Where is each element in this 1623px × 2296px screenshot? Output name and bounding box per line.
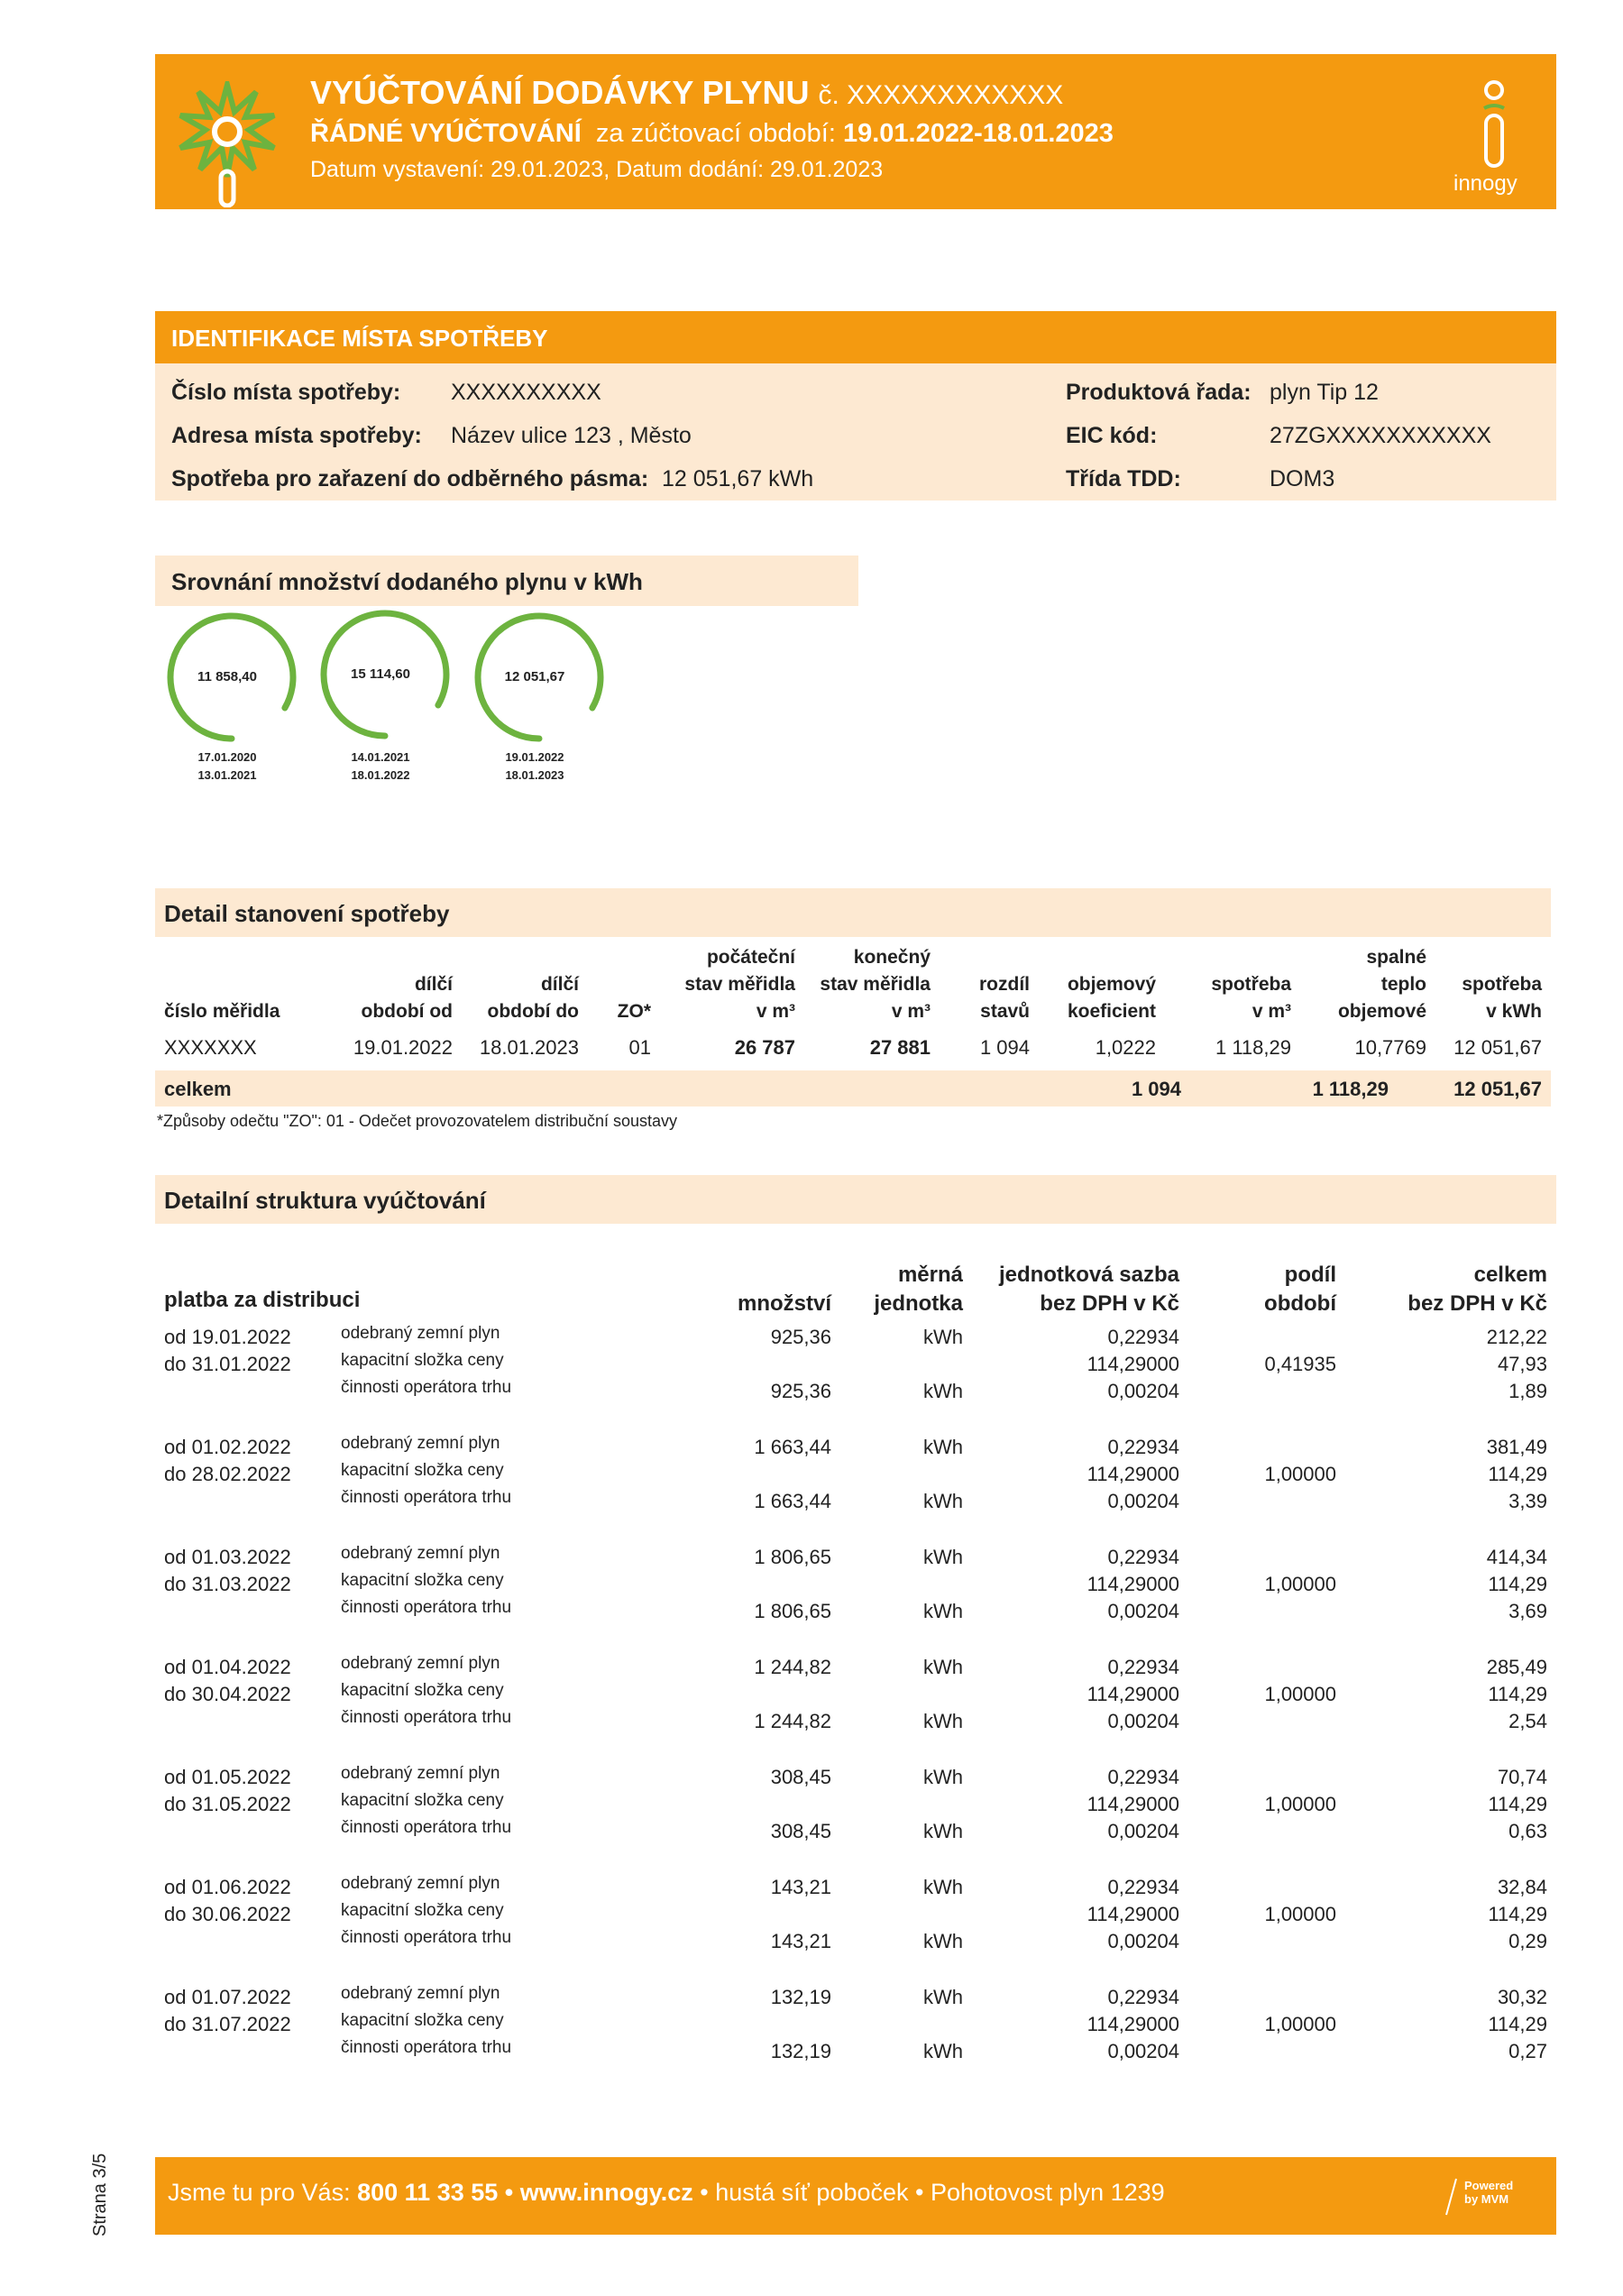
line-total: 2,54 [1508, 1710, 1547, 1732]
line-qty: 1 663,44 [754, 1436, 831, 1458]
detail-header-cell: dílčí [540, 974, 579, 995]
detail-header-cell: období do [487, 1001, 579, 1022]
line-rate: 114,29000 [1087, 1463, 1179, 1485]
detail-row-cell: 1 094 [979, 1036, 1030, 1059]
structure-header [155, 1175, 1556, 1224]
line-name: odebraný zemní plyn [341, 1324, 500, 1343]
line-rate: 0,00204 [1107, 1930, 1179, 1952]
period-share: 1,00000 [1264, 1573, 1336, 1595]
line-name: odebraný zemní plyn [341, 1764, 500, 1783]
detail-row-cell: 10,7769 [1354, 1036, 1426, 1059]
product-line-value: plyn Tip 12 [1270, 380, 1379, 405]
line-unit: kWh [923, 1546, 963, 1568]
line-qty: 925,36 [770, 1380, 831, 1402]
gauge-from-2: 14.01.2021 [351, 750, 410, 764]
line-name: odebraný zemní plyn [341, 1544, 500, 1563]
period-to: do 31.05.2022 [164, 1793, 291, 1815]
brand-name: innogy [1453, 171, 1518, 196]
line-rate: 0,00204 [1107, 1490, 1179, 1512]
gauge-to-3: 18.01.2023 [505, 768, 564, 782]
line-name: kapacitní složka ceny [341, 1791, 504, 1810]
line-name: kapacitní složka ceny [341, 1351, 504, 1370]
detail-header-cell: v kWh [1486, 1001, 1542, 1022]
structure-title: Detailní struktura vyúčtování [164, 1187, 486, 1214]
line-name: kapacitní složka ceny [341, 1571, 504, 1590]
detail-header-cell: číslo měřidla [164, 1001, 280, 1022]
line-unit: kWh [923, 1490, 963, 1512]
rate-heading-2: bez DPH v Kč [1040, 1291, 1179, 1316]
period-from: od 01.07.2022 [164, 1986, 291, 2008]
line-name: činnosti operátora trhu [341, 1708, 512, 1727]
line-unit: kWh [923, 1380, 963, 1402]
line-total: 30,32 [1497, 1986, 1547, 2008]
detail-total-row [155, 1070, 1551, 1107]
billing-period: 19.01.2022-18.01.2023 [842, 119, 1114, 148]
line-qty: 1 806,65 [754, 1546, 831, 1568]
detail-header-cell: počáteční [706, 947, 795, 968]
line-unit: kWh [923, 1766, 963, 1788]
detail-row-cell: 27 881 [869, 1036, 931, 1059]
total-m3: 1 118,29 [1312, 1078, 1389, 1100]
detail-header-cell: ZO* [617, 1001, 651, 1022]
line-name: činnosti operátora trhu [341, 1818, 512, 1837]
line-qty: 925,36 [770, 1326, 831, 1348]
line-total: 114,29 [1488, 1683, 1547, 1705]
share-heading-2: období [1264, 1291, 1336, 1316]
gauge-value-1: 11 858,40 [197, 669, 257, 684]
line-name: odebraný zemní plyn [341, 1434, 500, 1453]
line-rate: 114,29000 [1087, 1793, 1179, 1815]
period-share: 1,00000 [1264, 2013, 1336, 2035]
line-total: 114,29 [1488, 1793, 1547, 1815]
line-unit: kWh [923, 1600, 963, 1622]
line-total: 3,39 [1508, 1490, 1547, 1512]
invoice-title [310, 74, 1063, 112]
line-rate: 0,22934 [1107, 1326, 1179, 1348]
period-share: 1,00000 [1264, 1463, 1336, 1485]
comparison-header [155, 556, 858, 606]
line-name: kapacitní složka ceny [341, 1681, 504, 1700]
line-rate: 0,22934 [1107, 1876, 1179, 1898]
period-to: do 30.04.2022 [164, 1683, 291, 1705]
detail-header-cell: stavů [980, 1001, 1030, 1022]
line-total: 0,63 [1508, 1820, 1547, 1842]
detail-header-cell: období od [361, 1001, 453, 1022]
line-name: kapacitní složka ceny [341, 2011, 504, 2030]
detail-row-cell: 1 118,29 [1215, 1036, 1291, 1059]
detail-header-cell: koeficient [1067, 1001, 1156, 1022]
period-to: do 31.03.2022 [164, 1573, 291, 1595]
line-unit: kWh [923, 1820, 963, 1842]
gauge-from-1: 17.01.2020 [197, 750, 257, 764]
detail-header-cell: teplo [1380, 974, 1426, 995]
contact-separator: • [504, 2179, 514, 2206]
section-heading: platba za distribuci [164, 1288, 361, 1312]
detail-header-cell: dílčí [414, 974, 453, 995]
contact-website-link[interactable]: www.innogy.cz [519, 2179, 693, 2206]
detail-header-cell: rozdíl [979, 974, 1030, 995]
contact-rest: • hustá síť poboček • Pohotovost plyn 1239 [700, 2179, 1165, 2206]
line-qty: 308,45 [770, 1766, 831, 1788]
line-rate: 114,29000 [1087, 2013, 1179, 2035]
line-total: 3,69 [1508, 1600, 1547, 1622]
line-rate: 0,22934 [1107, 1656, 1179, 1678]
line-name: činnosti operátora trhu [341, 2038, 512, 2057]
total-heading-2: bez DPH v Kč [1408, 1291, 1547, 1316]
period-to: do 31.07.2022 [164, 2013, 291, 2035]
line-total: 1,89 [1508, 1380, 1547, 1402]
contact-lead: Jsme tu pro Vás: [168, 2179, 351, 2206]
consumption-point-label: Číslo místa spotřeby: [171, 380, 401, 405]
detail-header-cell: v m³ [756, 1001, 795, 1022]
line-unit: kWh [923, 1656, 963, 1678]
detail-header-cell: stav měřidla [684, 974, 795, 995]
line-rate: 0,22934 [1107, 1436, 1179, 1458]
line-total: 114,29 [1488, 1573, 1547, 1595]
period-from: od 01.04.2022 [164, 1656, 291, 1678]
line-rate: 114,29000 [1087, 1353, 1179, 1375]
line-name: odebraný zemní plyn [341, 1654, 500, 1673]
detail-header-cell: spotřeba [1462, 974, 1542, 995]
detail-row-cell: 1,0222 [1095, 1036, 1156, 1059]
invoice-header [155, 54, 1556, 209]
gauge-to-1: 13.01.2021 [197, 768, 257, 782]
line-name: činnosti operátora trhu [341, 1598, 512, 1617]
line-name: kapacitní složka ceny [341, 1901, 504, 1920]
line-name: odebraný zemní plyn [341, 1874, 500, 1893]
detail-row-cell: 01 [628, 1036, 651, 1059]
issue-dates: Datum vystavení: 29.01.2023, Datum dodání: 29.01.2023 [310, 157, 884, 182]
identification-panel [155, 363, 1556, 501]
line-name: odebraný zemní plyn [341, 1984, 500, 2003]
line-total: 47,93 [1497, 1353, 1547, 1375]
line-unit: kWh [923, 1710, 963, 1732]
line-qty: 132,19 [770, 1986, 831, 2008]
line-unit: kWh [923, 1986, 963, 2008]
address-value: Název ulice 123 , Město [451, 423, 692, 448]
product-line-label: Produktová řada: [1066, 380, 1252, 405]
detail-header-cell: v m³ [891, 1001, 931, 1022]
title-text: VYÚČTOVÁNÍ DODÁVKY PLYNU [310, 74, 810, 111]
detail-header-cell: objemové [1337, 1001, 1426, 1022]
invoice-number: č. XXXXXXXXXXXX [818, 80, 1064, 110]
tdd-class-value: DOM3 [1270, 466, 1335, 491]
total-label: celkem [164, 1078, 232, 1100]
unit-heading-1: měrná [897, 1263, 963, 1287]
invoice-subtitle [310, 119, 1114, 149]
line-total: 114,29 [1488, 2013, 1547, 2035]
period-from: od 01.03.2022 [164, 1546, 291, 1568]
innogy-logo [1444, 70, 1544, 197]
line-name: kapacitní složka ceny [341, 1461, 504, 1480]
period-from: od 01.05.2022 [164, 1766, 291, 1788]
detail-row-cell: 26 787 [734, 1036, 795, 1059]
identification-header [155, 311, 1556, 363]
band-consumption-label: Spotřeba pro zařazení do odběrného pásma: [171, 466, 649, 491]
gauge-value-2: 15 114,60 [351, 666, 410, 682]
gauge-from-3: 19.01.2022 [505, 750, 564, 764]
line-total: 414,34 [1486, 1546, 1547, 1568]
period-to: do 31.01.2022 [164, 1353, 291, 1375]
line-name: činnosti operátora trhu [341, 1378, 512, 1397]
line-unit: kWh [923, 1436, 963, 1458]
line-total: 114,29 [1488, 1903, 1547, 1925]
detail-header-cell: konečný [853, 947, 931, 968]
line-unit: kWh [923, 1326, 963, 1348]
gauge-to-2: 18.01.2022 [351, 768, 410, 782]
total-kwh: 12 051,67 [1453, 1078, 1542, 1100]
detail-row-cell: 12 051,67 [1453, 1036, 1542, 1059]
total-heading-1: celkem [1473, 1263, 1547, 1287]
line-qty: 1 663,44 [754, 1490, 831, 1512]
detail-header [155, 888, 1551, 937]
structure-table [155, 1254, 1556, 2065]
line-qty: 308,45 [770, 1820, 831, 1842]
line-qty: 1 806,65 [754, 1600, 831, 1622]
footer-bar [155, 2157, 1556, 2235]
line-rate: 114,29000 [1087, 1573, 1179, 1595]
line-rate: 0,00204 [1107, 2040, 1179, 2062]
line-rate: 0,22934 [1107, 1986, 1179, 2008]
mvm-slash-icon [1444, 2177, 1457, 2217]
identification-title: IDENTIFIKACE MÍSTA SPOTŘEBY [171, 325, 548, 352]
innogy-sun-logo-icon [173, 81, 281, 207]
line-unit: kWh [923, 2040, 963, 2062]
line-rate: 114,29000 [1087, 1683, 1179, 1705]
detail-header-cell: spalné [1366, 947, 1426, 968]
detail-header-cell: objemový [1067, 974, 1156, 995]
period-from: od 01.06.2022 [164, 1876, 291, 1898]
comparison-gauges [155, 606, 696, 795]
detail-title: Detail stanovení spotřeby [164, 900, 450, 927]
detail-row-cell: 19.01.2022 [353, 1036, 453, 1059]
innogy-i-icon [1444, 70, 1544, 170]
period-to: do 30.06.2022 [164, 1903, 291, 1925]
detail-header-cell: v m³ [1252, 1001, 1291, 1022]
subtitle-light: za zúčtovací období: [595, 119, 836, 148]
comparison-gauges-svg [155, 606, 696, 795]
gauge-value-3: 12 051,67 [504, 669, 565, 684]
detail-header-cell: stav měřidla [820, 974, 931, 995]
consumption-point-value: XXXXXXXXXX [451, 380, 601, 405]
share-heading-1: podíl [1284, 1263, 1336, 1287]
band-consumption-value: 12 051,67 kWh [662, 466, 814, 491]
line-total: 0,29 [1508, 1930, 1547, 1952]
line-total: 114,29 [1488, 1463, 1547, 1485]
line-total: 70,74 [1497, 1766, 1547, 1788]
line-qty: 143,21 [770, 1930, 831, 1952]
line-unit: kWh [923, 1930, 963, 1952]
comparison-title: Srovnání množství dodaného plynu v kWh [171, 568, 643, 595]
line-total: 0,27 [1508, 2040, 1547, 2062]
tdd-class-label: Třída TDD: [1066, 466, 1181, 491]
line-rate: 0,00204 [1107, 1600, 1179, 1622]
detail-row-cell: XXXXXXX [164, 1036, 257, 1059]
eic-label: EIC kód: [1066, 423, 1158, 448]
contact-line [168, 2179, 1165, 2207]
period-share: 1,00000 [1264, 1793, 1336, 1815]
powered-by-mvm [1464, 2179, 1513, 2206]
line-name: činnosti operátora trhu [341, 1488, 512, 1507]
powered-line-1: Powered [1464, 2179, 1514, 2192]
line-name: činnosti operátora trhu [341, 1928, 512, 1947]
line-rate: 114,29000 [1087, 1903, 1179, 1925]
line-total: 212,22 [1486, 1326, 1547, 1348]
line-rate: 0,22934 [1107, 1546, 1179, 1568]
period-share: 1,00000 [1264, 1903, 1336, 1925]
line-rate: 0,00204 [1107, 1380, 1179, 1402]
line-qty: 1 244,82 [754, 1656, 831, 1678]
period-from: od 19.01.2022 [164, 1326, 291, 1348]
total-diff: 1 094 [1131, 1078, 1181, 1100]
unit-heading-2: jednotka [874, 1291, 963, 1316]
line-rate: 0,00204 [1107, 1820, 1179, 1842]
line-unit: kWh [923, 1876, 963, 1898]
line-qty: 132,19 [770, 2040, 831, 2062]
line-total: 381,49 [1486, 1436, 1547, 1458]
line-total: 285,49 [1486, 1656, 1547, 1678]
subtitle-bold: ŘÁDNÉ VYÚČTOVÁNÍ [310, 119, 582, 148]
powered-line-2: by MVM [1464, 2192, 1509, 2206]
page-number: Strana 3/5 [90, 2153, 110, 2236]
period-to: do 28.02.2022 [164, 1463, 291, 1485]
line-total: 32,84 [1497, 1876, 1547, 1898]
period-from: od 01.02.2022 [164, 1436, 291, 1458]
qty-heading: množství [737, 1291, 831, 1316]
period-share: 0,41935 [1264, 1353, 1336, 1375]
eic-value: 27ZGXXXXXXXXXXX [1270, 423, 1491, 448]
rate-heading-1: jednotková sazba [998, 1263, 1179, 1287]
detail-header-cell: spotřeba [1211, 974, 1291, 995]
detail-row-cell: 18.01.2023 [479, 1036, 579, 1059]
line-rate: 0,22934 [1107, 1766, 1179, 1788]
line-qty: 1 244,82 [754, 1710, 831, 1732]
line-qty: 143,21 [770, 1876, 831, 1898]
reading-method-note: *Způsoby odečtu "ZO": 01 - Odečet provozovatelem distribuční soustavy [157, 1112, 678, 1130]
period-share: 1,00000 [1264, 1683, 1336, 1705]
line-rate: 0,00204 [1107, 1710, 1179, 1732]
address-label: Adresa místa spotřeby: [171, 423, 422, 448]
contact-phone[interactable]: 800 11 33 55 [357, 2179, 499, 2206]
